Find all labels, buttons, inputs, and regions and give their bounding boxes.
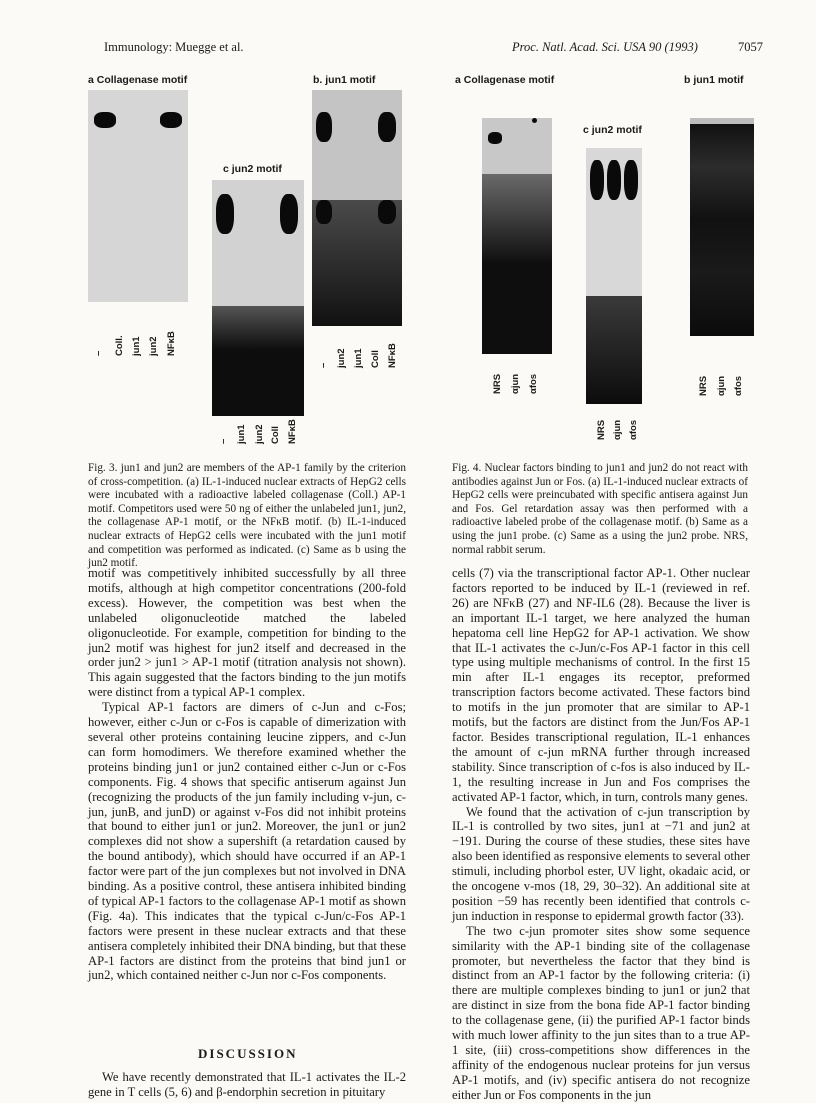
paragraph: We found that the activation of c-jun transcription by IL-1 is controlled by two sites, jun1 at −71 and jun2 at −191. During the course of these studies, these sites have also been identified as responsive elements to several other stimuli, including phorbol ester, UV light, okadaic acid, or the oncogene v-mos (18, 29, 30–32). An additional site at position −59 has recently been identified that controls c-jun induction in response to epidermal growth factor (33). [452,804,750,923]
fig3b-lane-label: jun1 [353,348,364,368]
fig4a-lane-label: αfos [528,373,539,394]
left-column-discussion [88,1070,406,1100]
fig3c-lane-label: NFκB [287,419,298,444]
fig4b-lane-label: αjun [716,375,727,396]
fig4a-lane-label: αjun [510,373,521,394]
fig3a-lane-label: jun1 [131,336,142,356]
fig4c-lane-label: αfos [628,419,639,440]
paragraph: We have recently demonstrated that IL-1 activates the IL-2 gene in T cells (5, 6) and β-endorphin secretion in pituitary [88,1070,406,1099]
fig3-gel-b [312,90,402,326]
fig3c-lane-label: – [218,438,229,444]
running-header-left: Immunology: Muegge et al. [104,40,244,54]
fig3c-lane-label: jun2 [254,424,265,444]
section-heading-discussion: DISCUSSION [198,1046,298,1061]
fig3a-lane-label: jun2 [148,336,159,356]
fig3b-lane-label: NFκB [387,343,398,368]
fig4-gel-c [586,148,642,404]
left-column [88,566,406,983]
fig3-panel-c-title: c jun2 motif [223,163,282,175]
fig3a-lane-label: – [93,350,104,356]
fig3b-lane-label: jun2 [336,348,347,368]
paragraph: cells (7) via the transcriptional factor AP-1. Other nuclear factors reported to be induced by IL-1 (reviewed in ref. 26) are NFκB (27) and NF-IL6 (28). Because the liver is an important IL-1 target, we here analyzed the human hepatoma cell line HepG2 for AP-1 activation. We show that IL-1 activates the c-Jun/c-Fos AP-1 factor in this cell type using multiple mechanisms of control. In the first 15 min after IL-1 engages its receptor, preformed transcription factors become activated. These factors bind to motifs in the jun promoter that are similar to AP-1 motifs, but the factors are distinct from the Jun/Fos AP-1 factor. Besides transcriptional regulation, IL-1 enhances the amount of c-jun mRNA further through increased stability. Since transcription of c-fos is also induced by IL-1, the resulting increase in Jun and Fos comprises the activated AP-1 factor, which, in turn, controls many genes. [452,566,750,804]
fig4a-lane-label: NRS [492,373,503,394]
fig3-panel-a-title: a Collagenase motif [88,74,188,86]
page-number: 7057 [738,40,763,54]
fig3b-lane-label: Coll [370,350,381,368]
fig3c-lane-label: jun1 [236,424,247,444]
fig4c-lane-label: αjun [612,419,623,440]
figure-4-caption: Fig. 4. Nuclear factors binding to jun1 and jun2 do not react with antibodies against Jun or Fos. (a) IL-1-induced nuclear extracts of HepG2 cells were preincubated with specific antisera against Jun and Fos. Gel retardation assay was then performed with a radioactive labeled probe of the collagenase motif. (b) Same as a using the jun1 probe. (c) Same as a using the jun2 probe. NRS, normal rabbit serum. [452,462,748,556]
fig3b-lane-label: – [318,362,329,368]
fig4-gel-a [482,118,552,354]
fig3a-lane-label: NFκB [166,331,177,356]
journal-citation: Proc. Natl. Acad. Sci. USA 90 (1993) [512,40,698,54]
fig4-panel-c-title: c jun2 motif [583,124,642,136]
fig3-panel-b-title: b. jun1 motif [313,74,376,86]
paragraph: The two c-jun promoter sites show some sequence similarity with the AP-1 binding site of the collagenase promoter, but nevertheless the factor that they bind is distinct from an AP-1 factor by the following criteria: (i) there are multiple complexes binding to jun1 or jun2 that are distinct in size from the bona fide AP-1 factor binding to the collagenase gene, (ii) the purified AP-1 factor binds with much lower affinity to the jun sites than to a true AP-1 site, (iii) cross-competitions show differences in the affinity of the endogenous nuclear proteins for jun versus AP-1 motifs, and (iv) specific antisera do not recognize either Jun or Fos components in the jun [452,923,750,1102]
fig4-panel-b-title: b jun1 motif [684,74,744,86]
fig4-gel-b [690,118,754,336]
fig4c-lane-label: NRS [596,419,607,440]
fig3c-lane-label: Coll [270,426,281,444]
right-column [452,566,750,1103]
fig4b-lane-label: NRS [698,375,709,396]
fig3-gel-c [212,180,304,416]
fig4-panel-a-title: a Collagenase motif [455,74,555,86]
fig4b-lane-label: αfos [733,375,744,396]
fig3-gel-a [88,90,188,302]
fig3a-lane-label: Coll. [114,335,125,356]
paragraph: motif was competitively inhibited successfully by all three motifs, although at high competitor concentrations (200-fold excess). However, the competition was best when the unlabeled oligonucleotide matched the labeled oligonucleotide. For example, competition for binding to the jun2 motif was highest for jun2 itself and decreased in the order jun2 > jun1 > AP-1 motif (titration analysis not shown). This again suggested that the factors binding to the jun motifs were distinct from a typical AP-1 complex. [88,566,406,700]
paragraph: Typical AP-1 factors are dimers of c-Jun and c-Fos; however, either c-Jun or c-Fos is capable of dimerization with several other proteins containing leucine zippers, and c-Jun can form homodimers. We therefore examined whether the proteins binding jun1 or jun2 contained either c-Jun or c-Fos components. Fig. 4 shows that specific antiserum against Jun (recognizing the products of the jun family including v-jun, c-jun, junB, and junD) or against v-Fos did not inhibit proteins that bound to either jun1 or jun2. Moreover, the jun1 or jun2 complexes did not show a supershift (a retardation caused by the bound antibody), which should have occurred if an AP-1 factor were part of the jun complexes but not involved in DNA binding. As a positive control, these antisera inhibited binding of typical AP-1 factors to the collagenase AP-1 motif as shown (Fig. 4a). This indicates that the typical c-Jun/c-Fos AP-1 factors were present in these nuclear extracts and that these antisera completely inhibited their DNA binding, but that these AP-1 factors are distinct from the proteins that bind jun1 or jun2, which contained neither c-Jun nor c-Fos components. [88,700,406,983]
figure-3-caption: Fig. 3. jun1 and jun2 are members of the AP-1 family by the criterion of cross-competition. (a) IL-1-induced nuclear extracts of HepG2 cells were incubated with a radioactive labeled collagenase (Coll.) AP-1 motif. Competitors used were 50 ng of either the unlabeled jun1, jun2, the collagenase AP-1 motif, or the NFκB motif. (b) IL-1-induced nuclear extracts of HepG2 cells were incubated with the jun1 motif and competition was performed as indicated. (c) Same as b using the jun2 motif. [88,462,406,570]
